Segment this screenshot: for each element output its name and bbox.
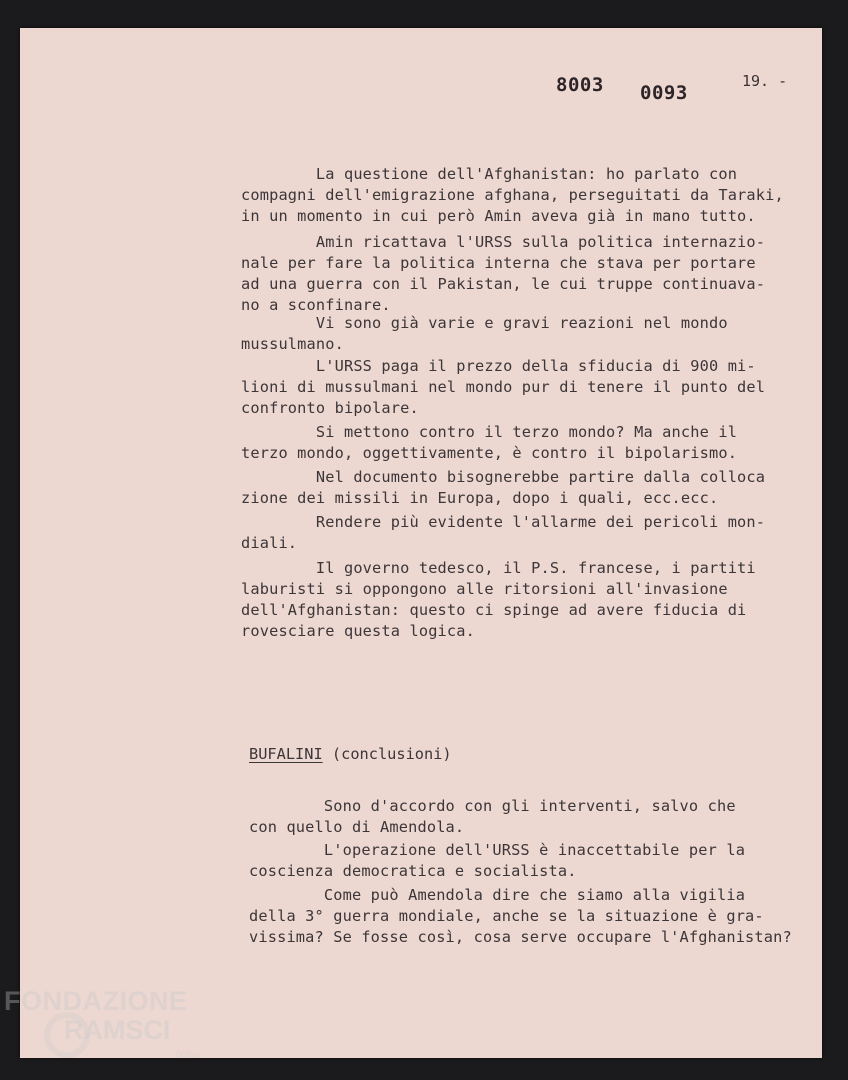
archive-stamp-right: 0093: [640, 82, 688, 104]
g-logo-icon: [44, 1012, 90, 1058]
paragraph: Come può Amendola dire che siamo alla vigilia della 3° guerra mondiale, anche se la situazione è gra- vissima? Se fosse così, cosa serve occupare l'Afghanistan?: [249, 886, 792, 946]
paragraph: Il governo tedesco, il P.S. francese, i partiti laburisti si oppongono alle ritorsioni all'invasione dell'Afghanistan: questo ci spinge ad avere fiducia di rovesciare questa logica.: [241, 559, 756, 640]
paragraph: Sono d'accordo con gli interventi, salvo che con quello di Amendola.: [249, 797, 736, 836]
watermark-line-1: FONDAZIONE: [4, 986, 188, 1016]
section-note: (conclusioni): [322, 745, 452, 763]
paragraph: La questione dell'Afghanistan: ho parlato con compagni dell'emigrazione afghana, perseguitati da Taraki, in un momento in cui però Amin aveva già in mano tutto.: [241, 165, 784, 225]
paragraph: Amin ricattava l'URSS sulla politica internazio- nale per fare la politica interna che stava per portare ad una guerra con il Pakistan, le cui truppe continuava- no a sconfinare.: [241, 233, 766, 314]
paragraph: Rendere più evidente l'allarme dei pericoli mon- diali.: [241, 513, 766, 552]
page-number: 19. -: [742, 72, 788, 90]
paragraph: L'operazione dell'URSS è inaccettabile per la coscienza democratica e socialista.: [249, 841, 746, 880]
paragraph: Vi sono già varie e gravi reazioni nel mondo mussulmano.: [241, 314, 728, 353]
section-heading: [249, 745, 452, 763]
archive-stamp-left: 8003: [556, 74, 604, 96]
watermark-line-2: RAMSCI: [64, 1015, 171, 1045]
speaker-name: BUFALINI: [249, 745, 323, 763]
paragraph: L'URSS paga il prezzo della sfiducia di 900 mi- lioni di mussulmani nel mondo pur di tenere il punto del confronto bipolare.: [241, 357, 766, 417]
watermark-line-3: onlus: [176, 1049, 200, 1060]
paragraph: Nel documento bisognerebbe partire dalla colloca zione dei missili in Europa, dopo i quali, ecc.ecc.: [241, 468, 766, 507]
paragraph: Si mettono contro il terzo mondo? Ma anche il terzo mondo, oggettivamente, è contro il bipolarismo.: [241, 423, 738, 462]
fondazione-gramsci-watermark: [4, 986, 200, 1060]
